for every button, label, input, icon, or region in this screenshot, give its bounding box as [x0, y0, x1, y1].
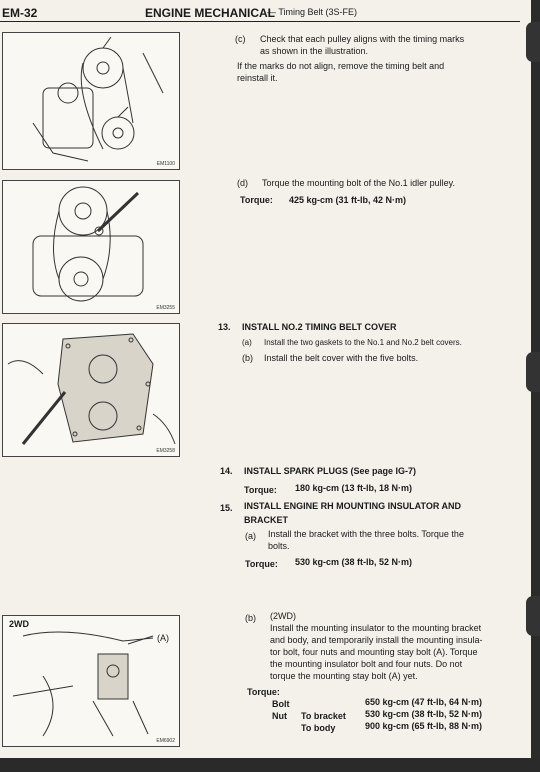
step-13a-marker: (a): [242, 338, 252, 347]
torque-label: Torque:: [240, 195, 273, 205]
torque-value: 425 kg-cm (31 ft-lb, 42 N·m): [289, 195, 407, 205]
step-15b-text: and body, and temporarily install the mounting insula-: [270, 635, 483, 645]
engine-illustration: [3, 616, 179, 746]
step-d-marker: (d): [237, 178, 248, 188]
figure-callout: (A): [157, 633, 169, 643]
step-13-title: INSTALL NO.2 TIMING BELT COVER: [242, 322, 397, 332]
scan-edge: [0, 758, 540, 772]
torque-row-label: Bolt: [272, 699, 290, 709]
step-d-text: Torque the mounting bolt of the No.1 idler pulley.: [262, 178, 455, 188]
torque-row-sublabel: To bracket: [301, 711, 346, 721]
engine-illustration: [3, 33, 179, 169]
step-14-title: INSTALL SPARK PLUGS (See page IG-7): [244, 466, 417, 476]
step-13-number: 13.: [218, 322, 231, 332]
step-15b-text: torque the mounting stay bolt (A) yet.: [270, 671, 418, 681]
figure-code: EM3258: [156, 448, 175, 454]
step-15a-marker: (a): [245, 531, 256, 541]
step-13a-text: Install the two gaskets to the No.1 and No.2 belt covers.: [264, 338, 462, 347]
index-tab: [526, 596, 540, 636]
index-tab: [526, 22, 540, 62]
figure-timing-marks: [2, 32, 180, 170]
figure-label: 2WD: [9, 619, 29, 629]
page-reference: EM-32: [2, 6, 38, 20]
torque-table-label: Torque:: [247, 687, 280, 697]
figure-belt-cover: [2, 323, 180, 457]
step-15-title: BRACKET: [244, 515, 288, 525]
torque-label: Torque:: [244, 485, 277, 495]
step-c-marker: (c): [235, 34, 246, 44]
step-15b-marker: (b): [245, 613, 256, 623]
figure-mounting-insulator: [2, 615, 180, 747]
step-c-note: reinstall it.: [237, 73, 278, 83]
engine-illustration: [3, 324, 179, 456]
step-15-number: 15.: [220, 503, 233, 513]
torque-row-label: Nut: [272, 711, 287, 721]
step-15a-text: Install the bracket with the three bolts. Torque the: [268, 529, 464, 539]
index-tab: [526, 352, 540, 392]
step-15b-text: tor bolt, four nuts and mounting stay bolt (A). Torque: [270, 647, 478, 657]
step-15b-heading: (2WD): [270, 611, 296, 621]
figure-code: EM1100: [156, 161, 175, 167]
torque-value: 530 kg-cm (38 ft-lb, 52 N·m): [295, 557, 413, 567]
header-rule: [0, 21, 520, 22]
step-c-note: If the marks do not align, remove the timing belt and: [237, 61, 445, 71]
figure-idler-pulley: [2, 180, 180, 314]
engine-illustration: [3, 181, 179, 313]
torque-row-sublabel: To body: [301, 723, 336, 733]
figure-code: EM3255: [156, 305, 175, 311]
torque-value: 180 kg-cm (13 ft-lb, 18 N·m): [295, 483, 413, 493]
torque-row-value: 530 kg-cm (38 ft-lb, 52 N·m): [365, 709, 483, 719]
step-14-number: 14.: [220, 466, 233, 476]
step-15a-text: bolts.: [268, 541, 290, 551]
figure-code: EM6902: [156, 738, 175, 744]
torque-row-value: 900 kg-cm (65 ft-lb, 88 N·m): [365, 721, 483, 731]
section-title: ENGINE MECHANICAL: [145, 6, 276, 20]
torque-row-value: 650 kg-cm (47 ft-lb, 64 N·m): [365, 697, 483, 707]
torque-label: Torque:: [245, 559, 278, 569]
step-15-title: INSTALL ENGINE RH MOUNTING INSULATOR AND: [244, 501, 461, 511]
step-15b-text: Install the mounting insulator to the mounting bracket: [270, 623, 482, 633]
step-c-text: as shown in the illustration.: [260, 46, 369, 56]
step-13b-marker: (b): [242, 353, 253, 363]
step-c-text: Check that each pulley aligns with the timing marks: [260, 34, 465, 44]
step-15b-text: the mounting insulator bolt and four nuts. Do not: [270, 659, 463, 669]
step-13b-text: Install the belt cover with the five bolts.: [264, 353, 419, 363]
section-subtitle: — Timing Belt (3S-FE): [267, 7, 358, 17]
